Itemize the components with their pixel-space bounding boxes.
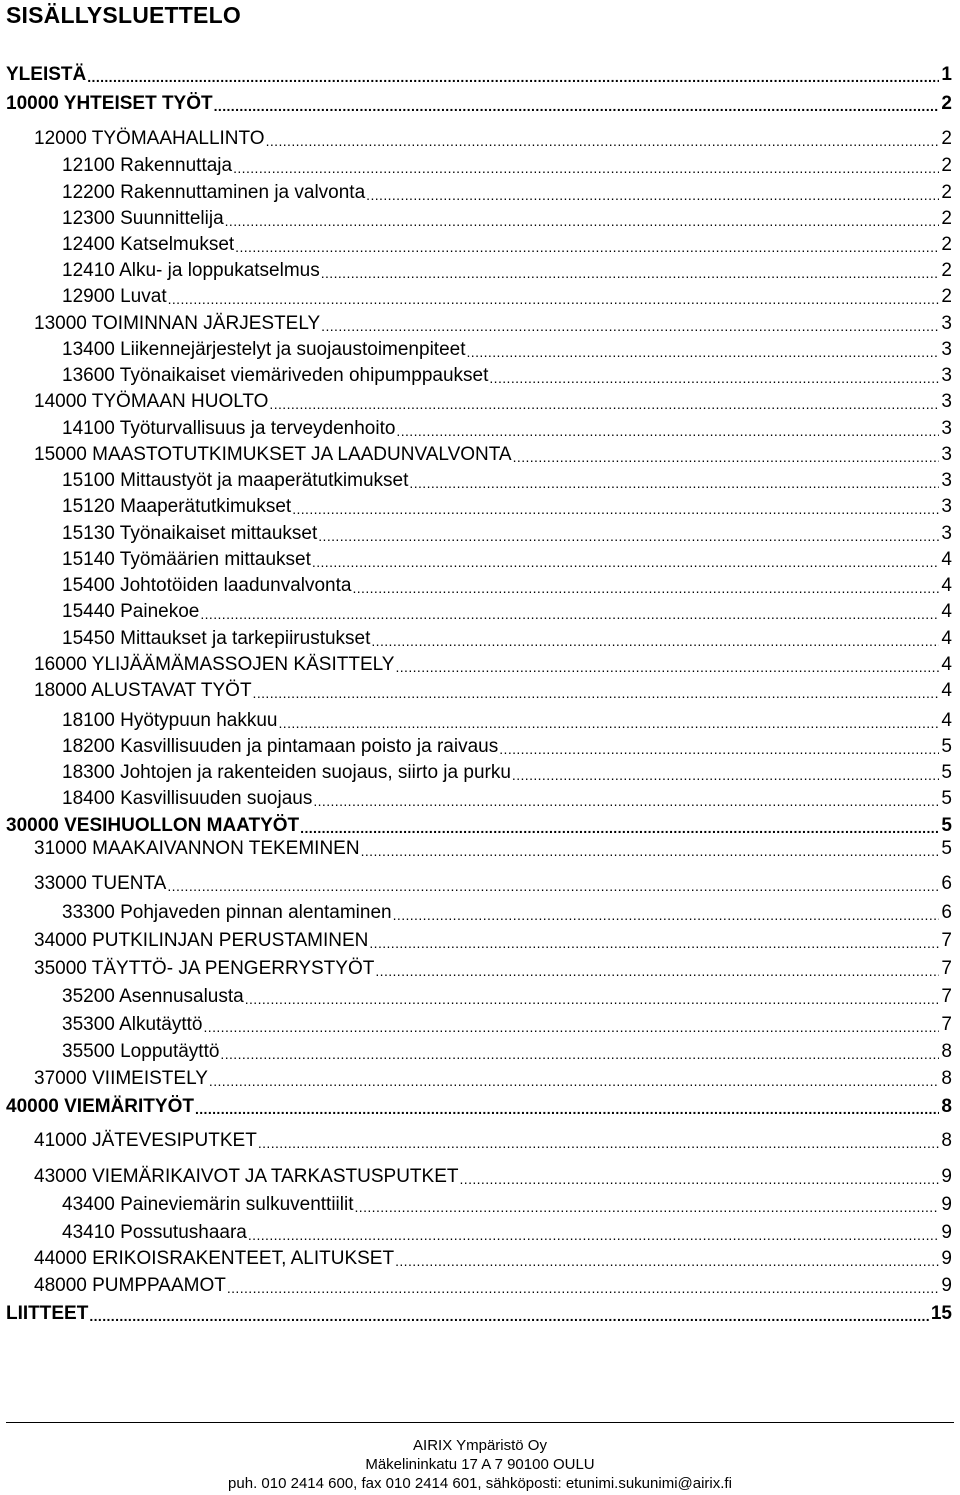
- toc-dot-leader: [279, 715, 940, 732]
- toc-dot-leader: [499, 741, 939, 758]
- toc-entry-label: 40000 VIEMÄRITYÖT: [6, 1096, 194, 1117]
- toc-entry-page-number: 4: [941, 710, 952, 731]
- toc-entry-label: 48000 PUMPPAAMOT: [34, 1275, 226, 1296]
- toc-entry-page-number: 5: [941, 815, 952, 836]
- toc-entry-page-number: 4: [941, 628, 952, 649]
- toc-chapter-entry[interactable]: [6, 1094, 952, 1118]
- toc-entry-label: 12400 Katselmukset: [62, 234, 235, 255]
- toc-dot-leader: [235, 239, 939, 256]
- toc-entry[interactable]: [34, 1128, 952, 1152]
- toc-dot-leader: [300, 820, 939, 837]
- toc-dot-leader: [366, 187, 939, 204]
- toc-dot-leader: [258, 1135, 940, 1152]
- toc-entry-page-number: 7: [941, 1014, 952, 1035]
- toc-entry-label: 13000 TOIMINNAN JÄRJESTELY: [34, 313, 321, 334]
- toc-entry-label: 18000 ALUSTAVAT TYÖT: [34, 680, 252, 701]
- toc-entry-label: 35500 Lopputäyttö: [62, 1041, 220, 1062]
- toc-entry-label: 30000 VESIHUOLLON MAATYÖT: [6, 815, 300, 836]
- toc-dot-leader: [396, 423, 939, 440]
- toc-entry[interactable]: [62, 153, 952, 177]
- toc-entry-label: 12900 Luvat: [62, 286, 167, 307]
- toc-entry[interactable]: [62, 1012, 952, 1036]
- toc-entry[interactable]: [62, 599, 952, 623]
- toc-entry-label: 35200 Asennusalusta: [62, 986, 244, 1007]
- toc-dot-leader: [313, 793, 939, 810]
- toc-entry-page-number: 6: [941, 873, 952, 894]
- toc-entry-label: 15100 Mittaustyöt ja maaperätutkimukset: [62, 470, 409, 491]
- toc-entry-label: 12100 Rakennuttaja: [62, 155, 233, 176]
- toc-entry-page-number: 3: [941, 339, 952, 360]
- toc-entry-label: 35300 Alkutäyttö: [62, 1014, 203, 1035]
- toc-dot-leader: [292, 501, 939, 518]
- toc-entry[interactable]: [34, 836, 952, 860]
- toc-entry-page-number: 3: [941, 444, 952, 465]
- toc-entry-label: 12200 Rakennuttaminen ja valvonta: [62, 182, 366, 203]
- toc-entry-page-number: 3: [941, 470, 952, 491]
- toc-chapter-entry[interactable]: [6, 1301, 952, 1325]
- toc-entry[interactable]: [34, 678, 952, 702]
- toc-entry[interactable]: [62, 521, 952, 545]
- toc-chapter-entry[interactable]: [6, 62, 952, 86]
- page-footer: [0, 1436, 960, 1493]
- toc-dot-leader: [459, 1171, 939, 1188]
- toc-entry-label: 31000 MAAKAIVANNON TEKEMINEN: [34, 838, 360, 859]
- toc-entry-label: 12410 Alku- ja loppukatselmus: [62, 260, 320, 281]
- toc-entry-page-number: 5: [941, 838, 952, 859]
- toc-entry[interactable]: [62, 337, 952, 361]
- toc-entry-page-number: 2: [941, 182, 952, 203]
- toc-entry[interactable]: [62, 547, 952, 571]
- toc-dot-leader: [204, 1019, 940, 1036]
- toc-entry-label: 15130 Työnaikaiset mittaukset: [62, 523, 318, 544]
- toc-entry-label: 13600 Työnaikaiset viemäriveden ohipumppaukset: [62, 365, 489, 386]
- toc-entry-page-number: 5: [941, 736, 952, 757]
- toc-entry[interactable]: [34, 1273, 952, 1297]
- toc-entry-page-number: 2: [941, 208, 952, 229]
- toc-entry-label: 15440 Painekoe: [62, 601, 200, 622]
- toc-entry-label: 15140 Työmäärien mittaukset: [62, 549, 311, 570]
- toc-entry-label: 16000 YLIJÄÄMÄMASSOJEN KÄSITTELY: [34, 654, 395, 675]
- toc-entry-label: 14000 TYÖMAAN HUOLTO: [34, 391, 269, 412]
- toc-entry[interactable]: [62, 900, 952, 924]
- toc-entry-page-number: 5: [941, 788, 952, 809]
- toc-entry-page-number: 7: [941, 986, 952, 1007]
- toc-entry-page-number: 2: [941, 260, 952, 281]
- toc-entry-label: 15120 Maaperätutkimukset: [62, 496, 292, 517]
- toc-dot-leader: [220, 1046, 939, 1063]
- toc-entry-page-number: 3: [941, 391, 952, 412]
- toc-entry[interactable]: [62, 363, 952, 387]
- toc-entry-page-number: 3: [941, 418, 952, 439]
- toc-entry[interactable]: [62, 494, 952, 518]
- toc-entry-page-number: 5: [941, 762, 952, 783]
- toc-entry-page-number: 8: [941, 1096, 952, 1117]
- toc-dot-leader: [245, 991, 940, 1008]
- toc-dot-leader: [195, 1101, 939, 1118]
- toc-dot-leader: [248, 1227, 940, 1244]
- toc-entry[interactable]: [34, 928, 952, 952]
- toc-dot-leader: [395, 1253, 939, 1270]
- toc-entry[interactable]: [62, 760, 952, 784]
- toc-entry-page-number: 15: [930, 1303, 952, 1324]
- toc-entry[interactable]: [34, 389, 952, 413]
- toc-entry[interactable]: [62, 573, 952, 597]
- toc-entry[interactable]: [62, 1192, 952, 1216]
- toc-entry-label: 41000 JÄTEVESIPUTKET: [34, 1130, 257, 1151]
- toc-dot-leader: [233, 160, 939, 177]
- footer-contact: puh. 010 2414 600, fax 010 2414 601, sähköposti: etunimi.sukunimi@airix.fi: [228, 1475, 732, 1492]
- toc-dot-leader: [512, 767, 940, 784]
- toc-entry[interactable]: [62, 206, 952, 230]
- toc-entry-page-number: 8: [941, 1041, 952, 1062]
- toc-entry-page-number: 7: [941, 930, 952, 951]
- toc-entry-page-number: 4: [941, 680, 952, 701]
- toc-entry-label: 35000 TÄYTTÖ- JA PENGERRYSTYÖT: [34, 958, 375, 979]
- toc-entry[interactable]: [62, 180, 952, 204]
- footer-address: Mäkelininkatu 17 A 7 90100 OULU: [365, 1456, 595, 1473]
- toc-entry-page-number: 4: [941, 575, 952, 596]
- toc-entry-page-number: 1: [941, 64, 952, 85]
- toc-entry-label: 18400 Kasvillisuuden suojaus: [62, 788, 313, 809]
- toc-entry[interactable]: [62, 1039, 952, 1063]
- toc-entry[interactable]: [34, 442, 952, 466]
- toc-entry-label: 43000 VIEMÄRIKAIVOT JA TARKASTUSPUTKET: [34, 1166, 459, 1187]
- toc-entry-page-number: 2: [941, 155, 952, 176]
- toc-entry[interactable]: [34, 1066, 952, 1090]
- toc-entry-page-number: 7: [941, 958, 952, 979]
- toc-dot-leader: [227, 1280, 940, 1297]
- toc-dot-leader: [361, 843, 940, 860]
- toc-entry-page-number: 2: [941, 93, 952, 114]
- page-title: SISÄLLYSLUETTELO: [6, 2, 241, 28]
- toc-dot-leader: [321, 318, 939, 335]
- toc-entry[interactable]: [62, 258, 952, 282]
- toc-dot-leader: [409, 475, 939, 492]
- toc-dot-leader: [167, 878, 939, 895]
- toc-entry[interactable]: [34, 652, 952, 676]
- toc-entry-page-number: 9: [941, 1275, 952, 1296]
- toc-entry-label: 18300 Johtojen ja rakenteiden suojaus, siirto ja purku: [62, 762, 511, 783]
- toc-entry-page-number: 2: [941, 286, 952, 307]
- toc-entry-label: LIITTEET: [6, 1303, 89, 1324]
- toc-entry-page-number: 9: [941, 1166, 952, 1187]
- toc-entry-page-number: 3: [941, 523, 952, 544]
- toc-entry-page-number: 2: [941, 234, 952, 255]
- toc-entry-page-number: 9: [941, 1194, 952, 1215]
- toc-entry-page-number: 8: [941, 1130, 952, 1151]
- toc-dot-leader: [369, 935, 939, 952]
- toc-dot-leader: [375, 963, 939, 980]
- toc-entry[interactable]: [34, 1164, 952, 1188]
- toc-entry[interactable]: [34, 126, 952, 150]
- toc-entry-page-number: 9: [941, 1248, 952, 1269]
- toc-dot-leader: [393, 907, 940, 924]
- toc-entry-label: 43400 Paineviemärin sulkuventtiilit: [62, 1194, 354, 1215]
- toc-dot-leader: [312, 554, 940, 571]
- toc-entry-label: 12300 Suunnittelija: [62, 208, 224, 229]
- toc-entry-label: 44000 ERIKOISRAKENTEET, ALITUKSET: [34, 1248, 395, 1269]
- toc-entry[interactable]: [62, 708, 952, 732]
- toc-entry-label: 12000 TYÖMAAHALLINTO: [34, 128, 265, 149]
- toc-chapter-entry[interactable]: [6, 91, 952, 115]
- toc-entry[interactable]: [62, 1220, 952, 1244]
- toc-entry-page-number: 3: [941, 313, 952, 334]
- toc-dot-leader: [266, 133, 940, 150]
- toc-entry-label: 34000 PUTKILINJAN PERUSTAMINEN: [34, 930, 369, 951]
- toc-dot-leader: [466, 344, 939, 361]
- footer-divider: [6, 1422, 954, 1423]
- toc-chapter-entry[interactable]: [6, 813, 952, 837]
- toc-dot-leader: [355, 1199, 940, 1216]
- toc-entry-label: 15450 Mittaukset ja tarkepiirustukset: [62, 628, 371, 649]
- toc-entry[interactable]: [62, 232, 952, 256]
- toc-entry-page-number: 6: [941, 902, 952, 923]
- toc-entry-label: 15000 MAASTOTUTKIMUKSET JA LAADUNVALVONTA: [34, 444, 512, 465]
- toc-dot-leader: [395, 659, 939, 676]
- toc-dot-leader: [321, 265, 940, 282]
- toc-entry[interactable]: [34, 871, 952, 895]
- toc-entry[interactable]: [62, 734, 952, 758]
- toc-entry-label: 33300 Pohjaveden pinnan alentaminen: [62, 902, 392, 923]
- toc-dot-leader: [269, 396, 939, 413]
- toc-entry-page-number: 3: [941, 365, 952, 386]
- toc-entry[interactable]: [62, 626, 952, 650]
- toc-entry[interactable]: [34, 1246, 952, 1270]
- toc-entry-label: 10000 YHTEISET TYÖT: [6, 93, 213, 114]
- toc-entry[interactable]: [62, 416, 952, 440]
- toc-entry[interactable]: [62, 284, 952, 308]
- toc-dot-leader: [200, 606, 939, 623]
- toc-entry-label: YLEISTÄ: [6, 64, 87, 85]
- toc-dot-leader: [352, 580, 939, 597]
- toc-entry-label: 14100 Työturvallisuus ja terveydenhoito: [62, 418, 396, 439]
- toc-entry-page-number: 2: [941, 128, 952, 149]
- toc-dot-leader: [225, 213, 940, 230]
- toc-dot-leader: [214, 98, 940, 115]
- toc-entry-page-number: 4: [941, 601, 952, 622]
- toc-entry[interactable]: [62, 984, 952, 1008]
- toc-entry-page-number: 8: [941, 1068, 952, 1089]
- toc-entry-page-number: 9: [941, 1222, 952, 1243]
- toc-entry[interactable]: [62, 786, 952, 810]
- toc-entry-label: 15400 Johtotöiden laadunvalvonta: [62, 575, 352, 596]
- toc-entry[interactable]: [34, 956, 952, 980]
- toc-dot-leader: [371, 633, 939, 650]
- toc-entry-label: 43410 Possutushaara: [62, 1222, 247, 1243]
- toc-entry-page-number: 4: [941, 654, 952, 675]
- toc-dot-leader: [253, 685, 940, 702]
- footer-company: AIRIX Ympäristö Oy: [413, 1437, 547, 1454]
- toc-entry-page-number: 3: [941, 496, 952, 517]
- toc-entry[interactable]: [34, 311, 952, 335]
- toc-dot-leader: [87, 69, 939, 86]
- toc-entry-label: 33000 TUENTA: [34, 873, 167, 894]
- toc-dot-leader: [89, 1308, 929, 1325]
- toc-entry-label: 37000 VIIMEISTELY: [34, 1068, 208, 1089]
- toc-entry-page-number: 4: [941, 549, 952, 570]
- toc-entry-label: 18200 Kasvillisuuden ja pintamaan poisto ja raivaus: [62, 736, 499, 757]
- toc-dot-leader: [168, 291, 940, 308]
- toc-entry[interactable]: [62, 468, 952, 492]
- toc-dot-leader: [318, 528, 939, 545]
- toc-entry-label: 18100 Hyötypuun hakkuu: [62, 710, 278, 731]
- toc-entry-label: 13400 Liikennejärjestelyt ja suojaustoimenpiteet: [62, 339, 466, 360]
- toc-dot-leader: [489, 370, 939, 387]
- toc-dot-leader: [209, 1073, 940, 1090]
- toc-dot-leader: [513, 449, 940, 466]
